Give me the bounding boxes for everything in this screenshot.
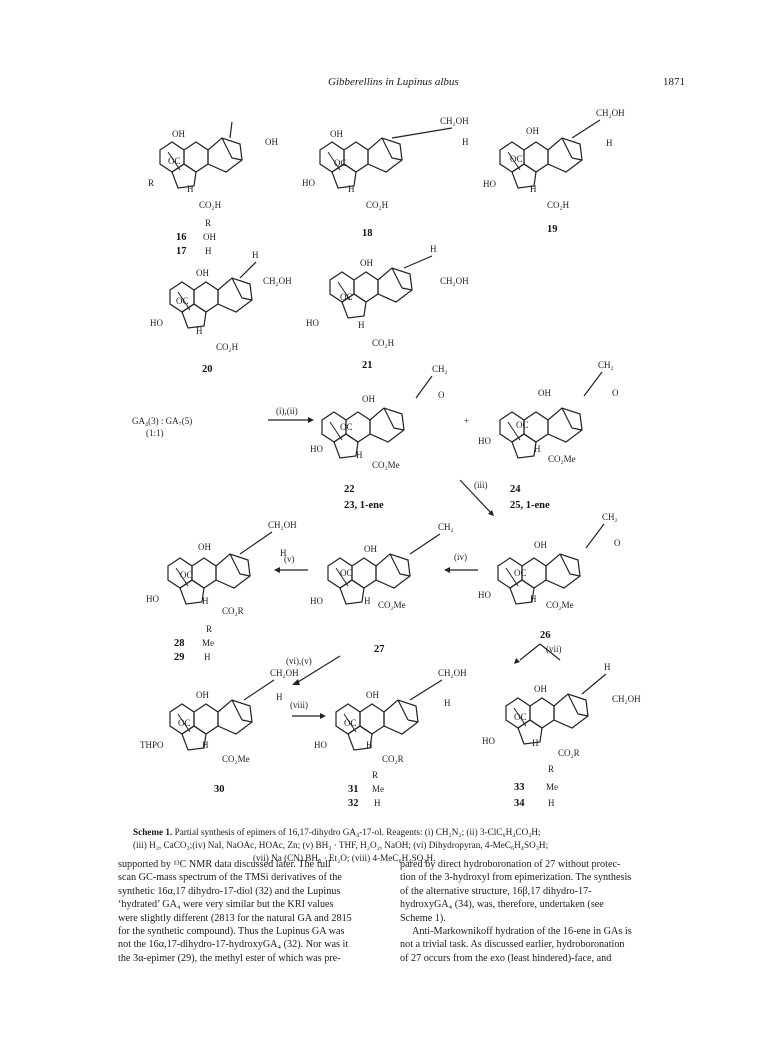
- compound-32: 32: [348, 798, 359, 809]
- atom-ch2oh: CH₂OH: [263, 276, 292, 286]
- atom-h: H: [604, 662, 611, 672]
- atom-h: H: [202, 596, 209, 606]
- compound-33: 33: [514, 782, 525, 793]
- atom-h: H: [276, 692, 283, 702]
- arrow-head: [308, 417, 314, 423]
- body-line: hydroxyGA₄ (34), was, therefore, undertaken (see: [400, 899, 604, 911]
- structure-22-23: [310, 364, 448, 511]
- compound-30: 30: [214, 784, 225, 795]
- compound-29: 29: [174, 652, 185, 663]
- atom-ch2oh: CH₂OH: [612, 694, 641, 704]
- structure-26: [478, 512, 621, 641]
- step-vii: (vii): [546, 644, 562, 654]
- caption-lead: Scheme 1.: [133, 827, 173, 837]
- compound-22: 22: [344, 484, 355, 495]
- atom-h: H: [430, 244, 437, 254]
- compound-34-r: H: [548, 798, 555, 808]
- atom-ch2oh: CH₂OH: [268, 520, 297, 530]
- atom-h: H: [252, 250, 259, 260]
- atom-oc: OC: [510, 154, 523, 164]
- body-line: not a trivial task. As discussed earlier, hydroboronation: [400, 939, 625, 951]
- structure-20: [150, 250, 292, 375]
- body-line: synthetic 16α,17 dihydro-17-diol (32) and the Lupinus: [118, 885, 341, 897]
- atom-ho: HO: [483, 179, 496, 189]
- atom-h: H: [530, 184, 537, 194]
- step-viii: (viii): [290, 700, 308, 710]
- atom-ch2oh: CH₂OH: [440, 276, 469, 286]
- atom-h: H: [530, 594, 537, 604]
- atom-oc: OC: [176, 296, 189, 306]
- compound-27: 27: [374, 644, 385, 655]
- atom-oc: OC: [340, 292, 353, 302]
- atom-ho: HO: [478, 436, 491, 446]
- atom-h: H: [364, 596, 371, 606]
- atom-h: H: [444, 698, 451, 708]
- atom-o: O: [614, 538, 621, 548]
- body-line: of 27 occurs from the exo (least hindered)-face, and: [400, 952, 612, 964]
- compound-28-r: Me: [202, 638, 214, 648]
- body-line: for the synthetic compound). Thus the Lupinus GA was: [118, 926, 345, 938]
- atom-h: H: [358, 320, 365, 330]
- atom-ho: HO: [310, 444, 323, 454]
- body-column-right: [400, 858, 680, 965]
- atom-oc: OC: [514, 712, 527, 722]
- atom-oh: OH: [526, 126, 539, 136]
- atom-h: H: [202, 740, 209, 750]
- step-vi-v: (vi),(v): [286, 656, 312, 666]
- atom-h: H: [534, 444, 541, 454]
- compound-29-r: H: [204, 652, 211, 662]
- running-title: Gibberellins in Lupinus albus: [328, 76, 459, 88]
- plus-sign: +: [464, 416, 470, 426]
- atom-ho: HO: [302, 178, 315, 188]
- body-line: Anti-Markownikoff hydration of the 16-ene in GAs is: [412, 926, 632, 938]
- arrow-head: [292, 679, 300, 685]
- atom-co2me: CO₂Me: [546, 600, 574, 610]
- atom-co2me: CO₂Me: [222, 754, 250, 764]
- atom-h: H: [366, 740, 373, 750]
- atom-co2h: CO₂H: [372, 338, 395, 348]
- arrow-head: [320, 713, 326, 719]
- step-iv: (iv): [454, 552, 467, 562]
- compound-32-r: H: [374, 798, 381, 808]
- atom-oc: OC: [180, 570, 193, 580]
- atom-co2h: CO₂H: [216, 342, 239, 352]
- compound-23: 23, 1-ene: [344, 500, 384, 511]
- atom-h: H: [356, 450, 363, 460]
- atom-thpo: THPO: [140, 740, 164, 750]
- atom-oh: OH: [362, 394, 375, 404]
- body-line: of the alternative structure, 16β,17 dihydro-17-: [400, 885, 592, 897]
- atom-oh: OH: [265, 137, 278, 147]
- body-line: not the 16α,17-dihydro-17-hydroxyGA₄ (32). Nor was it: [118, 939, 349, 951]
- structure-16-17: [148, 122, 278, 257]
- atom-ho: HO: [478, 590, 491, 600]
- r-header: R: [548, 764, 555, 774]
- compound-28: 28: [174, 638, 185, 649]
- atom-co2me: CO₂Me: [548, 454, 576, 464]
- start-material: GA₄(3) : GA₇(5): [132, 416, 193, 426]
- atom-oc: OC: [168, 156, 181, 166]
- body-line: the 3α-epimer (29), the methyl ester of which was pre-: [118, 952, 341, 964]
- atom-h: H: [532, 738, 539, 748]
- atom-h: H: [462, 137, 469, 147]
- start-ratio: (1:1): [146, 428, 164, 438]
- compound-17: 17: [176, 246, 187, 257]
- atom-ho: HO: [306, 318, 319, 328]
- atom-ch2oh: CH₂OH: [440, 116, 469, 126]
- atom-ho: HO: [150, 318, 163, 328]
- compound-16-r: OH: [203, 232, 216, 242]
- compound-31-r: Me: [372, 784, 384, 794]
- atom-oh: OH: [360, 258, 373, 268]
- step-v: (v): [284, 554, 295, 564]
- atom-oh: OH: [198, 542, 211, 552]
- atom-co2h: CO₂H: [199, 200, 222, 210]
- atom-co2me: CO₂Me: [378, 600, 406, 610]
- atom-oh: OH: [534, 684, 547, 694]
- atom-ch2oh: CH₂OH: [438, 668, 467, 678]
- atom-oh: OH: [330, 129, 343, 139]
- arrow-head: [444, 567, 450, 573]
- atom-oc: OC: [334, 158, 347, 168]
- r-header: R: [372, 770, 379, 780]
- step-i-ii: (i),(ii): [276, 406, 298, 416]
- atom-co2r: CO₂R: [558, 748, 580, 758]
- atom-r: R: [148, 178, 155, 188]
- atom-o: O: [438, 390, 445, 400]
- atom-ho: HO: [314, 740, 327, 750]
- atom-h: H: [280, 548, 287, 558]
- page-number: 1871: [663, 76, 685, 88]
- atom-co2h: CO₂H: [547, 200, 570, 210]
- body-line: ‘hydrated’ GA₄ were very similar but the KRI values: [118, 899, 334, 911]
- atom-oh: OH: [366, 690, 379, 700]
- compound-34: 34: [514, 798, 525, 809]
- compound-16: 16: [176, 232, 187, 243]
- atom-co2h: CO₂H: [366, 200, 389, 210]
- compound-25: 25, 1-ene: [510, 500, 550, 511]
- atom-oc: OC: [516, 420, 529, 430]
- atom-oh: OH: [364, 544, 377, 554]
- atom-h: H: [196, 326, 203, 336]
- body-line: scan GC-mass spectrum of the TMSi derivatives of the: [118, 872, 342, 884]
- atom-ch2oh: CH₂OH: [596, 108, 625, 118]
- body-line: Scheme 1).: [400, 912, 446, 924]
- atom-oh: OH: [538, 388, 551, 398]
- atom-oh: OH: [534, 540, 547, 550]
- atom-ch2: CH₂: [438, 522, 454, 532]
- atom-ch2: CH₂: [598, 360, 614, 370]
- body-line: were slightly different (2813 for the natural GA and 2815: [118, 912, 352, 924]
- compound-24: 24: [510, 484, 521, 495]
- step-iii: (iii): [474, 480, 488, 490]
- compound-31: 31: [348, 784, 359, 795]
- atom-ch2oh: CH₂OH: [270, 668, 299, 678]
- compound-20: 20: [202, 364, 213, 375]
- r-header: R: [205, 218, 212, 228]
- compound-18: 18: [362, 228, 373, 239]
- atom-h: H: [348, 184, 355, 194]
- atom-oc: OC: [340, 568, 353, 578]
- atom-ch2: CH₂: [602, 512, 618, 522]
- atom-co2me: CO₂Me: [372, 460, 400, 470]
- arrow-head: [514, 658, 520, 664]
- atom-oc: OC: [344, 718, 357, 728]
- structure-21: [306, 244, 469, 371]
- atom-h: H: [187, 184, 194, 194]
- structure-27: [310, 522, 454, 655]
- atom-oc: OC: [514, 568, 527, 578]
- atom-oh: OH: [196, 268, 209, 278]
- body-line: pared by direct hydroboronation of 27 without protec-: [400, 859, 621, 870]
- arrow-head: [274, 567, 280, 573]
- atom-oh: OH: [172, 129, 185, 139]
- atom-co2r: CO₂R: [222, 606, 244, 616]
- atom-ho: HO: [482, 736, 495, 746]
- structure-33-34: [482, 662, 641, 809]
- compound-19: 19: [547, 224, 558, 235]
- structure-24-25: [478, 360, 619, 511]
- body-column-left: [118, 858, 398, 965]
- body-line: tion of the 3-hydroxyl from epimerization. The synthesis: [400, 872, 632, 884]
- structure-31-32: [314, 668, 467, 809]
- atom-o: O: [612, 388, 619, 398]
- structure-30: [140, 668, 299, 795]
- atom-oc: OC: [178, 718, 191, 728]
- compound-17-r: H: [205, 246, 212, 256]
- arrow-vii: [520, 644, 540, 660]
- atom-oh: OH: [196, 690, 209, 700]
- atom-ch2: CH₂: [432, 364, 448, 374]
- r-header: R: [206, 624, 213, 634]
- atom-h: H: [606, 138, 613, 148]
- caption-line-2: (iii) H₂, CaCO₃;(iv) NaI, NaOAc, HOAc, Zn; (v) BH₃ · THF, H₂O₂, NaOH; (vi) Dihydropyran, 4-MeC₆H₄SO₃H;: [133, 840, 549, 850]
- structure-18: [302, 116, 469, 239]
- caption-line-1: Partial synthesis of epimers of 16,17-dihydro GA₄-17-ol. Reagents: (i) CH₂N₂; (ii) 3-ClC₆H₄CO₃H;: [172, 827, 541, 837]
- structure-28-29: [146, 520, 297, 663]
- compound-26: 26: [540, 630, 551, 641]
- atom-co2r: CO₂R: [382, 754, 404, 764]
- structure-19: [483, 108, 625, 235]
- compound-21: 21: [362, 360, 373, 371]
- compound-33-r: Me: [546, 782, 558, 792]
- body-line: supported by ¹³C NMR data discussed later. The full: [118, 859, 331, 870]
- atom-ho: HO: [146, 594, 159, 604]
- atom-oc: OC: [340, 422, 353, 432]
- caption-line-3: (vii) Na (CN) BH₃ · Et₂O; (viii) 4-MeC₆H₄SO₃H.: [253, 853, 436, 863]
- atom-ho: HO: [310, 596, 323, 606]
